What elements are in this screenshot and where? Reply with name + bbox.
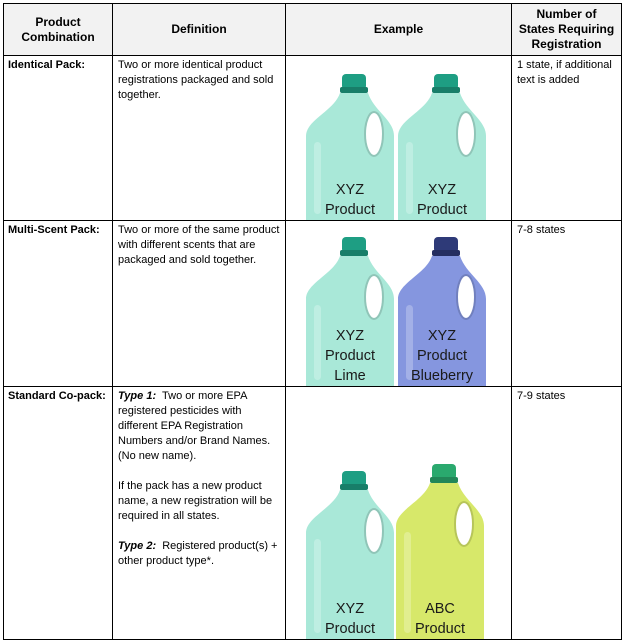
header-col1-line2: Combination [21, 29, 95, 44]
bottle-label-line: Product [417, 202, 467, 218]
bottle-label-line: XYZ [427, 182, 457, 198]
example-image [285, 220, 512, 387]
bottle-highlight [314, 142, 321, 214]
bottle-label-line: XYZ [427, 328, 457, 344]
bottle-label-line: Product [417, 348, 467, 364]
bottle-label-line: Product [325, 202, 375, 218]
bottle-cap-ring [430, 477, 458, 483]
row-states: 7-9 states [511, 386, 622, 640]
row-definition [112, 386, 286, 640]
bottle-highlight [404, 532, 411, 633]
bottles-illustration [286, 387, 512, 640]
bottles-illustration [286, 56, 512, 221]
header-example [285, 3, 512, 56]
header-col3-label: Example [373, 22, 424, 36]
bottle-1 [396, 464, 484, 640]
type1-text: Two or more EPA registered pesticides with different EPA Registration Numbers and/or Brand Names. (No new name). [118, 390, 271, 462]
bottle-0 [306, 471, 394, 640]
bottles-illustration [286, 221, 512, 387]
bottle-label-line: Product [415, 621, 465, 637]
bottle-0 [306, 74, 394, 221]
bottle-cap-ring [340, 484, 368, 490]
new-name-paragraph: If the pack has a new product name, a new registration will be required in all states. [118, 480, 273, 522]
type2-paragraph [118, 539, 280, 569]
bottle-label-line: Product [325, 348, 375, 364]
header-number-of-states [511, 3, 622, 56]
row-label: Multi-Scent Pack: [3, 220, 113, 387]
type2-label: Type 2: [118, 540, 157, 552]
bottle-cap-ring [340, 87, 368, 93]
bottle-highlight [314, 539, 321, 633]
header-col1-line1: Product [35, 14, 81, 29]
row-definition: Two or more identical product registrations packaged and sold together. [112, 55, 286, 221]
bottle-label-line: Product [325, 621, 375, 637]
header-col4-line3: Registration [531, 37, 602, 51]
bottle-label-line: ABC [425, 601, 455, 617]
row-states: 1 state, if additional text is added [511, 55, 622, 221]
example-image [285, 386, 512, 640]
bottle-highlight [406, 142, 413, 214]
row-label: Standard Co-pack: [3, 386, 113, 640]
bottle-label-line: XYZ [335, 601, 365, 617]
bottle-label-line: XYZ [335, 328, 365, 344]
header-product-combination [3, 3, 113, 56]
bottle-label-line: Lime [334, 368, 366, 384]
row-definition: Two or more of the same product with different scents that are packaged and sold together. [112, 220, 286, 387]
example-image [285, 55, 512, 221]
header-col4-line1: Number of [536, 7, 597, 21]
bottle-label-line: Blueberry [410, 368, 474, 384]
bottle-1 [398, 237, 486, 387]
product-combination-table [3, 3, 622, 640]
type1-paragraph [118, 389, 280, 464]
bottle-cap-ring [432, 87, 460, 93]
bottle-0 [306, 237, 394, 387]
bottle-1 [398, 74, 486, 221]
bottle-cap-ring [340, 250, 368, 256]
row-states: 7-8 states [511, 220, 622, 387]
header-col2-label: Definition [171, 22, 227, 36]
table-row [3, 386, 622, 640]
row-label: Identical Pack: [3, 55, 113, 221]
header-definition [112, 3, 286, 56]
bottle-label-line: XYZ [335, 182, 365, 198]
table-header-row [3, 3, 622, 56]
table-row [3, 220, 622, 387]
bottle-cap-ring [432, 250, 460, 256]
type1-label: Type 1: [118, 390, 157, 402]
bottle-highlight [314, 305, 321, 380]
type2-text: Registered product(s) + other product type*. [118, 540, 278, 567]
header-col4-line2: States Requiring [518, 22, 615, 36]
table-row [3, 55, 622, 221]
